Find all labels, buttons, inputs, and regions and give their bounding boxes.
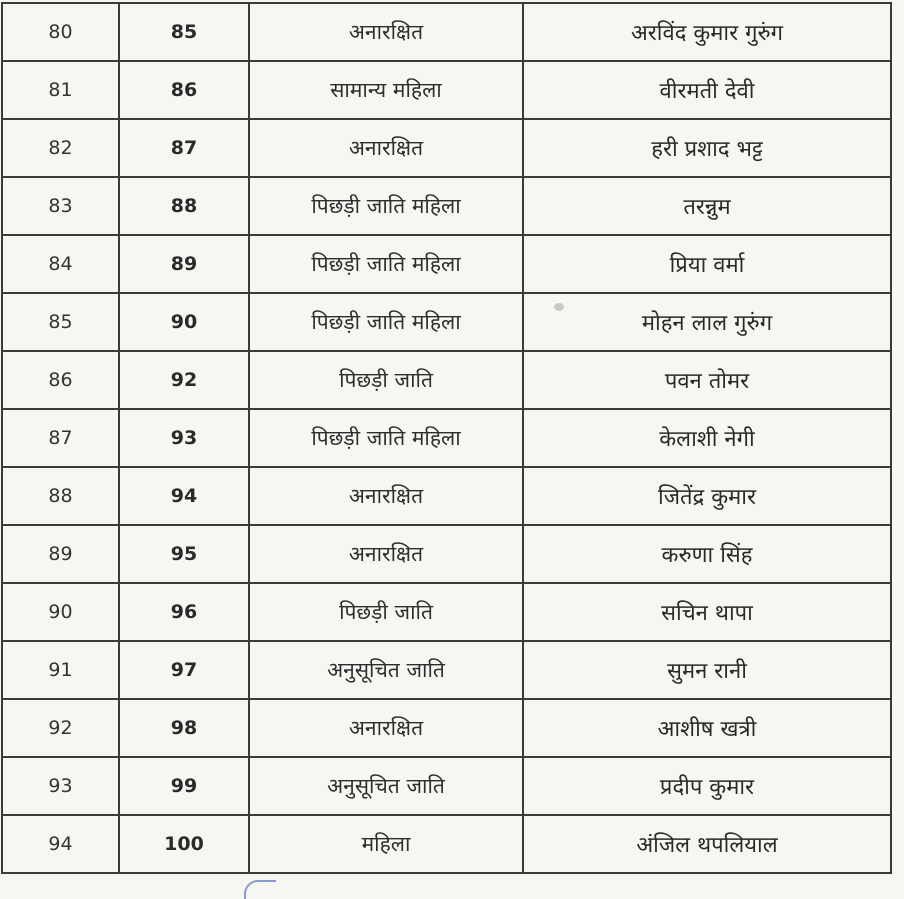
- reservation-category-cell: पिछड़ी जाति: [249, 583, 523, 641]
- winner-name-cell: तरन्नुम: [523, 177, 891, 235]
- table-row: [2, 351, 891, 409]
- reservation-category-cell: पिछड़ी जाति महिला: [249, 235, 523, 293]
- reservation-category-cell: अनारक्षित: [249, 467, 523, 525]
- table-row: [2, 641, 891, 699]
- winner-name-cell: जितेंद्र कुमार: [523, 467, 891, 525]
- table-row: [2, 467, 891, 525]
- winner-name-cell: मोहन लाल गुरुंग: [523, 293, 891, 351]
- ward-number-cell: 100: [119, 815, 249, 873]
- winner-name-cell: अंजिल थपलियाल: [523, 815, 891, 873]
- serial-number-cell: 90: [2, 583, 119, 641]
- table-row: [2, 409, 891, 467]
- serial-number-cell: 83: [2, 177, 119, 235]
- serial-number-cell: 93: [2, 757, 119, 815]
- table-row: [2, 235, 891, 293]
- table-row: [2, 177, 891, 235]
- reservation-category-cell: अनारक्षित: [249, 699, 523, 757]
- winner-name-cell: सुमन रानी: [523, 641, 891, 699]
- serial-number-cell: 87: [2, 409, 119, 467]
- winner-name-cell: प्रदीप कुमार: [523, 757, 891, 815]
- ward-number-cell: 97: [119, 641, 249, 699]
- pen-mark: [244, 880, 276, 899]
- ward-number-cell: 88: [119, 177, 249, 235]
- winner-name-cell: प्रिया वर्मा: [523, 235, 891, 293]
- reservation-category-cell: अनारक्षित: [249, 3, 523, 61]
- reservation-category-cell: पिछड़ी जाति: [249, 351, 523, 409]
- serial-number-cell: 86: [2, 351, 119, 409]
- serial-number-cell: 88: [2, 467, 119, 525]
- table-row: [2, 293, 891, 351]
- serial-number-cell: 92: [2, 699, 119, 757]
- serial-number-cell: 89: [2, 525, 119, 583]
- ward-results-table: [1, 2, 892, 874]
- serial-number-cell: 85: [2, 293, 119, 351]
- ward-number-cell: 86: [119, 61, 249, 119]
- table-row: [2, 815, 891, 873]
- serial-number-cell: 91: [2, 641, 119, 699]
- table-row: [2, 3, 891, 61]
- table-row: [2, 757, 891, 815]
- ward-number-cell: 94: [119, 467, 249, 525]
- reservation-category-cell: सामान्य महिला: [249, 61, 523, 119]
- reservation-category-cell: पिछड़ी जाति महिला: [249, 177, 523, 235]
- ward-number-cell: 99: [119, 757, 249, 815]
- ward-number-cell: 85: [119, 3, 249, 61]
- serial-number-cell: 94: [2, 815, 119, 873]
- table-row: [2, 699, 891, 757]
- table-row: [2, 583, 891, 641]
- winner-name-cell: पवन तोमर: [523, 351, 891, 409]
- table-row: [2, 525, 891, 583]
- reservation-category-cell: महिला: [249, 815, 523, 873]
- reservation-category-cell: अनारक्षित: [249, 119, 523, 177]
- winner-name-cell: केलाशी नेगी: [523, 409, 891, 467]
- serial-number-cell: 80: [2, 3, 119, 61]
- serial-number-cell: 84: [2, 235, 119, 293]
- winner-name-cell: आशीष खत्री: [523, 699, 891, 757]
- ward-number-cell: 90: [119, 293, 249, 351]
- winner-name-cell: वीरमती देवी: [523, 61, 891, 119]
- reservation-category-cell: पिछड़ी जाति महिला: [249, 293, 523, 351]
- winner-name-cell: करुणा सिंह: [523, 525, 891, 583]
- table-row: [2, 61, 891, 119]
- winner-name-cell: हरी प्रशाद भट्ट: [523, 119, 891, 177]
- ward-number-cell: 93: [119, 409, 249, 467]
- reservation-category-cell: अनारक्षित: [249, 525, 523, 583]
- ward-number-cell: 92: [119, 351, 249, 409]
- ward-number-cell: 87: [119, 119, 249, 177]
- serial-number-cell: 81: [2, 61, 119, 119]
- winner-name-cell: अरविंद कुमार गुरुंग: [523, 3, 891, 61]
- reservation-category-cell: अनुसूचित जाति: [249, 641, 523, 699]
- scan-smudge: [554, 303, 564, 311]
- table-row: [2, 119, 891, 177]
- ward-number-cell: 89: [119, 235, 249, 293]
- reservation-category-cell: अनुसूचित जाति: [249, 757, 523, 815]
- winner-name-cell: सचिन थापा: [523, 583, 891, 641]
- table-body: [2, 3, 891, 873]
- reservation-category-cell: पिछड़ी जाति महिला: [249, 409, 523, 467]
- ward-number-cell: 98: [119, 699, 249, 757]
- serial-number-cell: 82: [2, 119, 119, 177]
- ward-number-cell: 95: [119, 525, 249, 583]
- ward-number-cell: 96: [119, 583, 249, 641]
